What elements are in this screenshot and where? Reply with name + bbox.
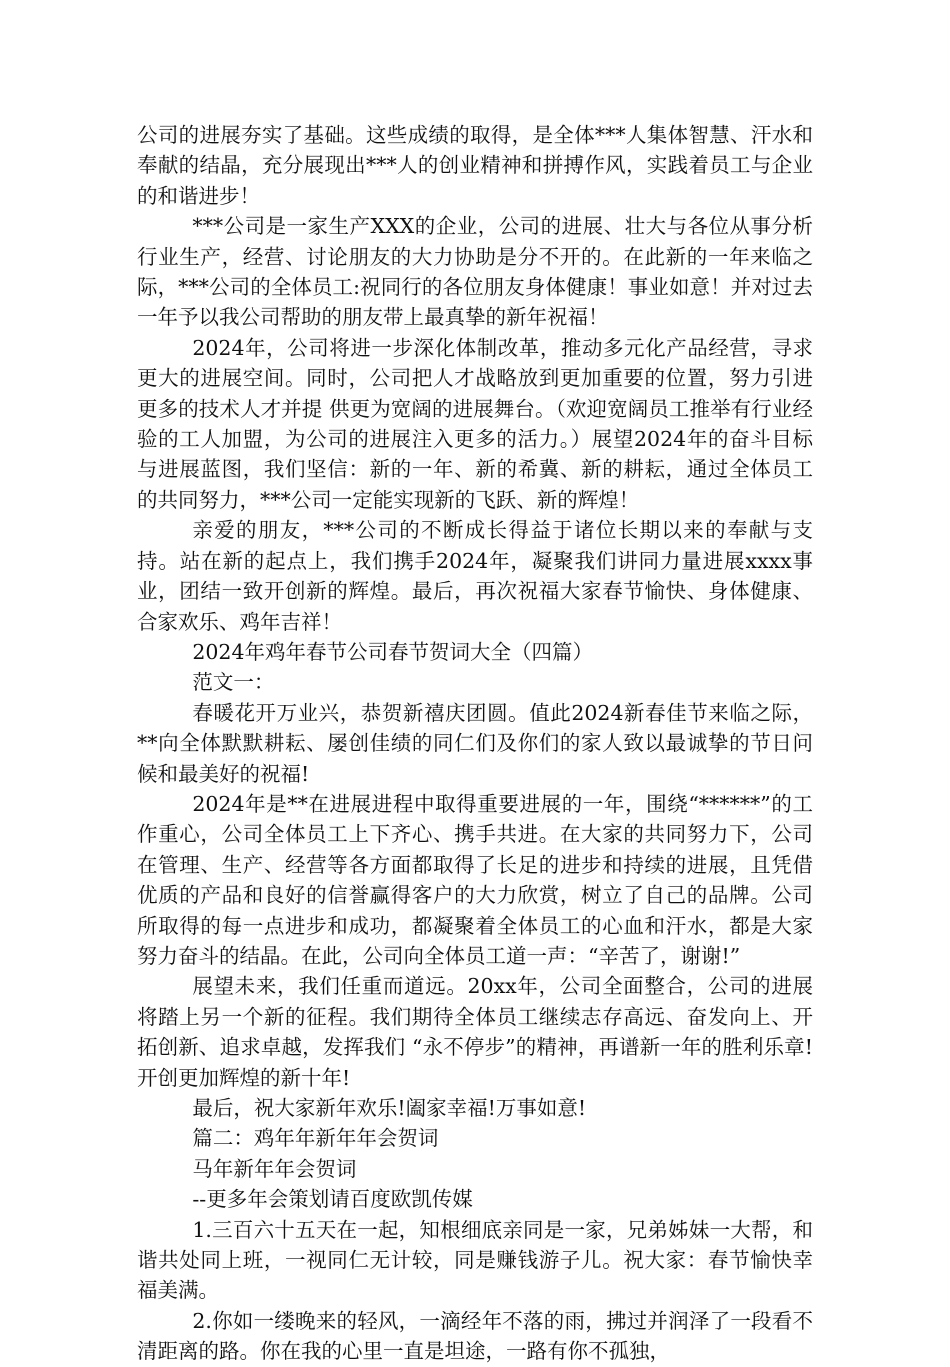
section-heading: 篇二：鸡年年新年年会贺词 (192, 1126, 439, 1151)
section-heading: 2024年鸡年春节公司春节贺词大全（四篇） (192, 639, 594, 664)
paragraph: 2024年，公司将进一步深化体制改革，推动多元化产品经营，寻求更大的进展空间。同时，公司把人才战略放到更加重要的位置，努力引进更多的技术人才并提 供更为宽阔的进展舞台。（欢迎宽阔员工推举有行业经验的工人加盟，为公司的进展注入更多的活力。）展望2024年的奋斗目标与进展蓝图，我们坚信：新的一年、新的希冀、新的耕耘，通过全体员工的共同努力，***公司一定能实现新的飞跃、新的辉煌！ (137, 335, 813, 512)
subheading: --更多年会策划请百度欧凯传媒 (192, 1187, 473, 1212)
paragraph: 最后，祝大家新年欢乐!阖家幸福!万事如意! (192, 1096, 587, 1120)
list-item: 1.三百六十五天在一起，知根细底亲同是一家，兄弟姊妹一大帮，和谐共处同上班，一视同仁无计较，同是赚钱游子儿。祝大家：春节愉快幸福美满。 (137, 1217, 813, 1303)
paragraph: 亲爱的朋友，***公司的不断成长得益于诸位长期以来的奉献与支持。站在新的起点上，我们携手2024年，凝聚我们讲同力量进展xxxx事业，团结一致开创新的辉煌。最后，再次祝福大家春节愉快、身体健康、合家欢乐、鸡年吉祥！ (137, 518, 813, 634)
paragraph: ***公司是一家生产XXX的企业，公司的进展、壮大与各位从事分析行业生产，经营、讨论朋友的大力协助是分不开的。在此新的一年来临之际，***公司的全体员工:祝同行的各位朋友身体健康！事业如意！并对过去一年予以我公司帮助的朋友带上最真挚的新年祝福！ (137, 214, 813, 330)
paragraph: 公司的进展夯实了基础。这些成绩的取得，是全体***人集体智慧、汗水和奉献的结晶，充分展现出***人的创业精神和拼搏作风，实践着员工与企业的和谐进步！ (137, 123, 813, 208)
subheading: 马年新年年会贺词 (192, 1156, 357, 1181)
paragraph: 展望未来，我们任重而道远。20xx年，公司全面整合，公司的进展将踏上另一个新的征程。我们期待全体员工继续志存高远、奋发向上、开拓创新、追求卓越，发挥我们 “永不停步”的精神，再谱新一年的胜利乐章!开创更加辉煌的新十年! (137, 974, 813, 1090)
sample-label: 范文一： (192, 670, 275, 695)
paragraph: 2024年是**在进展进程中取得重要进展的一年，围绕“******”的工作重心，公司全体员工上下齐心、携手共进。在大家的共同努力下，公司在管理、生产、经营等各方面都取得了长足的进步和持续的进展，且凭借优质的产品和良好的信誉赢得客户的大力欣赏，树立了自己的品牌。公司所取得的每一点进步和成功，都凝聚着全体员工的心血和汗水，都是大家努力奋斗的结晶。在此，公司向全体员工道一声：“辛苦了，谢谢!” (137, 791, 813, 968)
document-body (137, 120, 813, 1367)
paragraph: 春暖花开万业兴，恭贺新禧庆团圆。值此2024新春佳节来临之际，**向全体默默耕耘、屡创佳绩的同仁们及你们的家人致以最诚挚的节日问候和最美好的祝福! (137, 700, 813, 786)
list-item: 2.你如一缕晚来的轻风，一滴经年不落的雨，拂过并润泽了一段看不清距离的路。你在我的心里一直是坦途，一路有你不孤独， (137, 1308, 813, 1364)
